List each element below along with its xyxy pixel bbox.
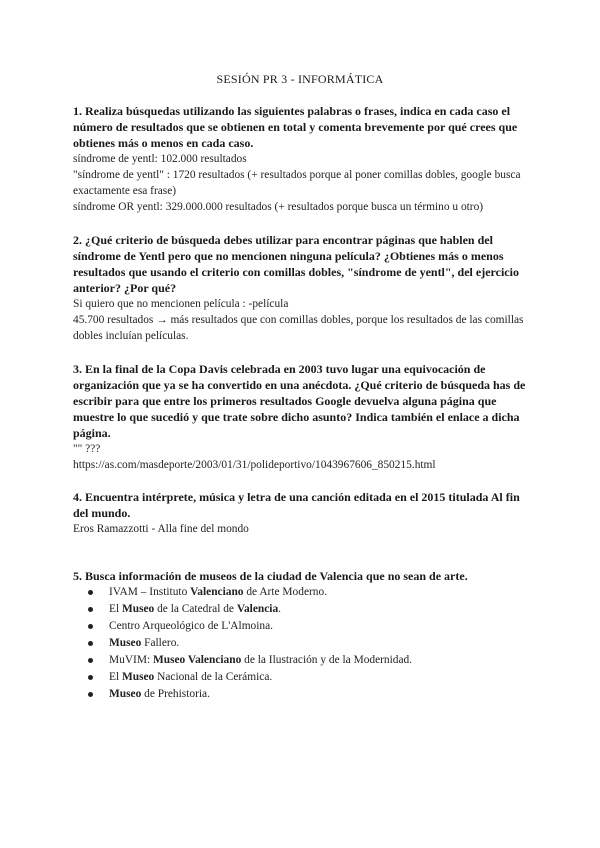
question-1-block xyxy=(73,103,533,215)
answer-4-line-1: Eros Ramazzotti - Alla fine del mondo xyxy=(73,523,249,535)
answer-2-line-2: 45.700 resultados → más resultados que con comillas dobles, porque los resultados de las comillas dobles incluían películas. xyxy=(73,314,524,342)
bullet-icon xyxy=(88,692,93,697)
question-4-text: 4. Encuentra intérprete, música y letra de una canción editada en el 2015 titulada Al fin del mundo. xyxy=(73,490,520,520)
answer-1-line-3: síndrome OR yentl: 329.000.000 resultados (+ resultados porque busca un término u otro) xyxy=(73,201,484,213)
answer-3-line-1: "" ??? xyxy=(73,443,101,455)
question-1-text: 1. Realiza búsquedas utilizando las siguientes palabras o frases, indica en cada caso el número de resultados que se obtienen en total y comenta brevemente por qué crees que obtienes más o menos en cada caso. xyxy=(73,104,518,150)
bullet-icon xyxy=(88,658,93,663)
page-title: SESIÓN PR 3 - INFORMÁTICA xyxy=(216,72,384,86)
question-5-block xyxy=(73,568,533,703)
bullet-icon xyxy=(88,590,93,595)
list-item: MuVIM: Museo Valenciano de la Ilustración y de la Modernidad. xyxy=(73,652,533,669)
list-item: Museo Fallero. xyxy=(73,635,533,652)
answer-2-line-1: Si quiero que no mencionen película : -película xyxy=(73,298,289,310)
museum-list xyxy=(73,584,533,703)
question-3-block xyxy=(73,361,533,473)
question-2-text: 2. ¿Qué criterio de búsqueda debes utilizar para encontrar páginas que hablen del síndrome de Yentl pero que no mencionen ninguna película? ¿Obtienes más o menos resultados que usando el criterio con comillas dobles, "síndrome de yentl", del ejercicio anterior? ¿Por qué? xyxy=(73,233,519,295)
answer-3-link[interactable]: https://as.com/masdeporte/2003/01/31/polideportivo/1043967606_850215.html xyxy=(73,459,436,471)
question-4-block xyxy=(73,489,533,537)
answer-1-line-2: "síndrome de yentl" : 1720 resultados (+ resultados porque al poner comillas dobles, google busca exactamente esa frase) xyxy=(73,169,521,197)
bullet-icon xyxy=(88,607,93,612)
answer-1-line-1: síndrome de yentl: 102.000 resultados xyxy=(73,153,247,165)
question-2-block xyxy=(73,232,533,344)
question-5-text: 5. Busca información de museos de la ciudad de Valencia que no sean de arte. xyxy=(73,569,468,583)
bullet-icon xyxy=(88,624,93,629)
list-item: Centro Arqueológico de L'Almoina. xyxy=(73,618,533,635)
bullet-icon xyxy=(88,675,93,680)
list-item: El Museo Nacional de la Cerámica. xyxy=(73,669,533,686)
question-3-text: 3. En la final de la Copa Davis celebrada en 2003 tuvo lugar una equivocación de organización que ya se ha convertido en una anécdota. ¿Qué criterio de búsqueda has de escribir para que entre los primeros resultados Google devuelva alguna página que muestre lo que sucedió y que trate sobre dicho asunto? Indica también el enlace a dicha página. xyxy=(73,362,526,440)
list-item: IVAM – Instituto Valenciano de Arte Moderno. xyxy=(73,584,533,601)
bullet-icon xyxy=(88,641,93,646)
list-item: Museo de Prehistoria. xyxy=(73,686,533,703)
list-item: El Museo de la Catedral de Valencia. xyxy=(73,601,533,618)
